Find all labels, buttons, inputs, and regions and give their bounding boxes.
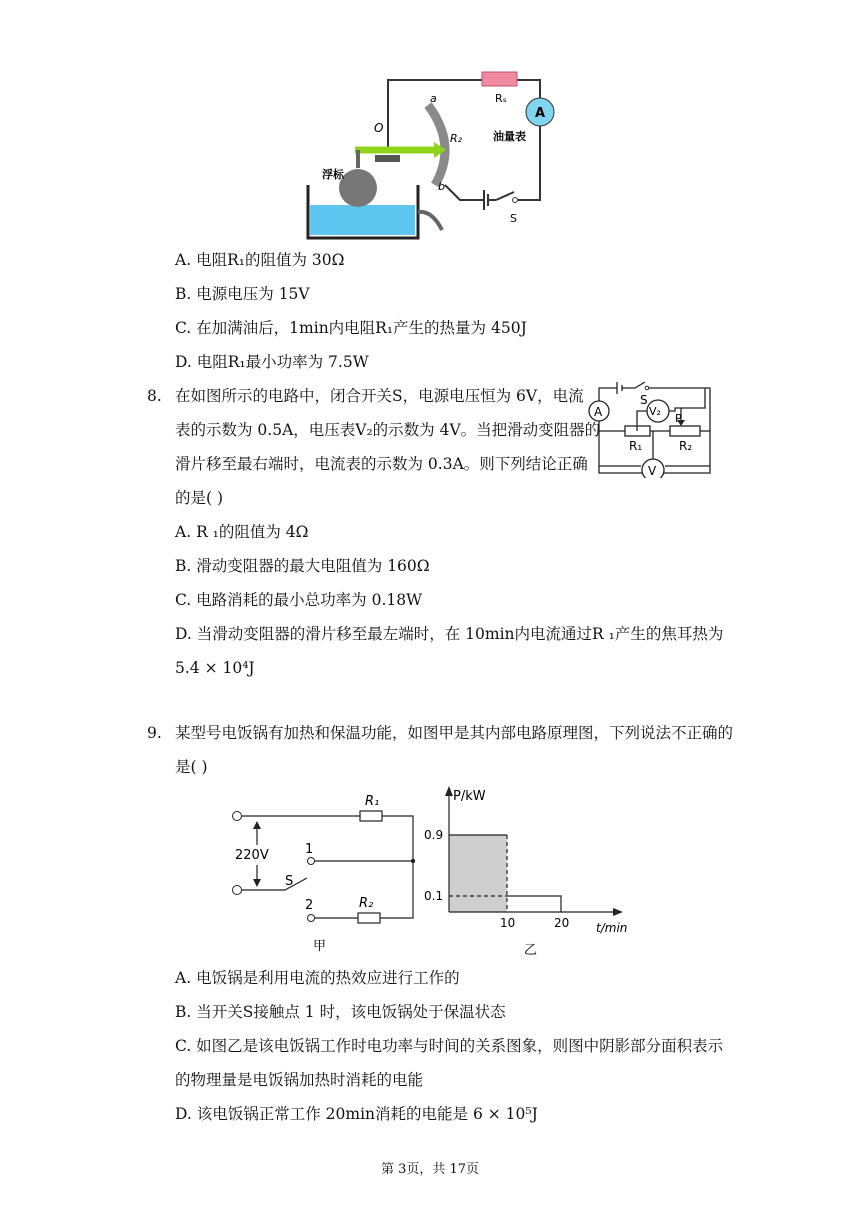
q7-option-a: A. 电阻R₁的阻值为 30Ω	[175, 251, 345, 269]
label-o: O	[374, 121, 384, 135]
yi-ytick-0.1: 0.1	[424, 889, 444, 903]
q8-stem-line-4: 的是( )	[175, 489, 224, 507]
q8-option-b: B. 滑动变阻器的最大电阻值为 160Ω	[175, 557, 430, 575]
q7-option-b: B. 电源电压为 15V	[175, 285, 310, 303]
jia-switch-label: S	[285, 874, 294, 889]
q8-stem-line-3: 滑片移至最右端时，电流表的示数为 0.3A。则下列结论正确	[175, 455, 588, 473]
q9-option-b: B. 当开关S接触点 1 时，该电饭锅处于保温状态	[175, 1003, 506, 1021]
contact-2-label: 2	[305, 898, 314, 913]
yi-xtick-20: 20	[554, 916, 570, 930]
rs-label: Rₛ	[495, 92, 507, 105]
q9-option-d: D. 该电饭锅正常工作 20min消耗的电能是 6 × 10⁵J	[175, 1105, 538, 1123]
q7-option-d: D. 电阻R₁最小功率为 7.5W	[175, 353, 369, 371]
yi-xtick-10: 10	[500, 916, 516, 930]
yi-ylabel: P/kW	[453, 789, 486, 804]
q8-option-a: A. R ₁的阻值为 4Ω	[175, 523, 309, 541]
page-footer: 第 3页，共 17页	[380, 1162, 480, 1177]
yi-ytick-0.9: 0.9	[424, 828, 444, 842]
q9-option-c-cont: 的物理量是电饭锅加热时消耗的电能	[175, 1071, 424, 1089]
q8-ammeter-label: A	[594, 405, 603, 419]
contact-1-label: 1	[305, 842, 314, 857]
q9-option-a: A. 电饭锅是利用电流的热效应进行工作的	[175, 969, 460, 987]
q8-option-c: C. 电路消耗的最小总功率为 0.18W	[175, 591, 423, 609]
q8-v-label: V	[648, 464, 657, 478]
q8-stem-line-1: 在如图所示的电路中，闭合开关S，电源电压恒为 6V，电流	[175, 387, 584, 405]
q8-r1-label: R₁	[629, 439, 643, 453]
label-b: b	[438, 180, 445, 193]
switch-label: S	[510, 212, 517, 225]
yi-xlabel: t/min	[596, 921, 628, 935]
q8-option-d: D. 当滑动变阻器的滑片移至最左端时，在 10min内电流通过R ₁产生的焦耳热为	[175, 625, 724, 643]
voltage-label: 220V	[235, 848, 269, 863]
q7-option-c: C. 在加满油后，1min内电阻R₁产生的热量为 450J	[175, 319, 527, 337]
q8-switch-label: S	[640, 393, 648, 407]
q8-stem-line-2: 表的示数为 0.5A，电压表V₂的示数为 4V。当把滑动变阻器的	[175, 421, 601, 439]
label-a: a	[430, 92, 437, 105]
q9-option-c: C. 如图乙是该电饭锅工作时电功率与时间的关系图象，则图中阴影部分面积表示	[175, 1037, 724, 1055]
jia-caption: 甲	[313, 939, 327, 954]
q9-circuit-jia	[225, 785, 425, 960]
jia-r2-label: R₂	[359, 896, 374, 911]
ammeter-label: A	[535, 106, 546, 121]
float-label: 浮标	[322, 168, 344, 181]
float-ball	[339, 169, 377, 207]
meter-label: 油量表	[493, 130, 526, 143]
q8-r2-label: R₂	[679, 439, 693, 453]
q9-number: 9.	[147, 724, 162, 742]
rs-resistor	[482, 72, 517, 86]
q8-circuit-figure	[585, 378, 720, 478]
q8-v2-label: V₂	[649, 405, 661, 418]
q9-stem-line-2: 是( )	[175, 758, 208, 776]
yi-caption: 乙	[524, 943, 538, 958]
q8-option-d-cont: 5.4 × 10⁴J	[175, 659, 255, 677]
q9-stem-line-1: 某型号电饭锅有加热和保温功能，如图甲是其内部电路原理图，下列说法不正确的	[175, 724, 734, 742]
q8-number: 8.	[147, 387, 162, 405]
oil-gauge-figure	[300, 60, 560, 240]
q8-slider-label: P	[675, 412, 682, 425]
jia-r1-label: R₁	[365, 794, 380, 809]
r2-label: R₂	[450, 132, 463, 145]
q9-power-time-graph	[420, 782, 635, 962]
